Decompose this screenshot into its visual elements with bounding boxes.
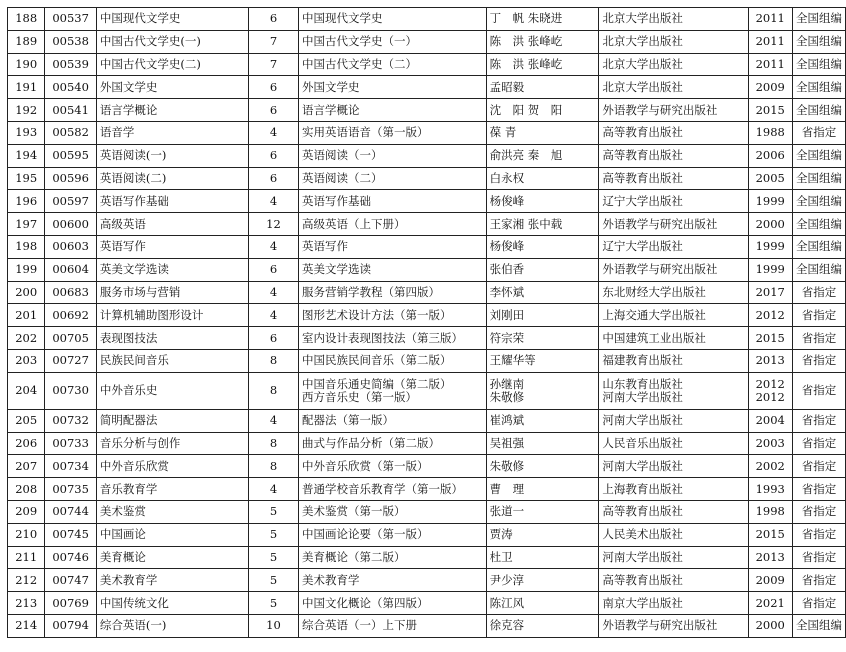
publisher-cell: 北京大学出版社 xyxy=(599,8,748,31)
publication-year-cell: 2000 xyxy=(748,614,792,637)
credits-cell: 4 xyxy=(248,190,298,213)
publisher-cell: 外语教学与研究出版社 xyxy=(599,213,748,236)
serial-number-cell: 204 xyxy=(8,372,45,409)
course-name-cell: 语言学概论 xyxy=(96,99,248,122)
remark-cell: 省指定 xyxy=(792,372,845,409)
credits-cell: 8 xyxy=(248,372,298,409)
serial-number-cell: 190 xyxy=(8,53,45,76)
serial-number-cell: 195 xyxy=(8,167,45,190)
credits-cell: 4 xyxy=(248,478,298,501)
textbook-title-cell: 中国民族民间音乐（第二版） xyxy=(299,349,487,372)
credits-cell: 4 xyxy=(248,409,298,432)
remark-cell: 省指定 xyxy=(792,281,845,304)
remark-cell: 省指定 xyxy=(792,478,845,501)
course-name-cell: 中国现代文学史 xyxy=(96,8,248,31)
publisher-cell: 外语教学与研究出版社 xyxy=(599,99,748,122)
publication-year-cell: 2005 xyxy=(748,167,792,190)
credits-cell: 6 xyxy=(248,167,298,190)
course-code-cell: 00537 xyxy=(45,8,96,31)
publication-year-cell: 1993 xyxy=(748,478,792,501)
remark-cell: 省指定 xyxy=(792,500,845,523)
serial-number-cell: 197 xyxy=(8,213,45,236)
remark-cell: 全国组编 xyxy=(792,144,845,167)
publication-year-cell: 2015 xyxy=(748,99,792,122)
credits-cell: 7 xyxy=(248,30,298,53)
author-cell: 王家湘 张中载 xyxy=(486,213,599,236)
course-code-cell: 00730 xyxy=(45,372,96,409)
table-row xyxy=(8,99,846,122)
remark-cell: 省指定 xyxy=(792,304,845,327)
publisher-cell: 福建教育出版社 xyxy=(599,349,748,372)
author-cell: 李怀斌 xyxy=(486,281,599,304)
publisher-cell: 高等教育出版社 xyxy=(599,500,748,523)
textbook-title-cell: 语言学概论 xyxy=(299,99,487,122)
credits-cell: 10 xyxy=(248,614,298,637)
author-cell: 朱敬修 xyxy=(486,455,599,478)
course-code-cell: 00747 xyxy=(45,569,96,592)
credits-cell: 5 xyxy=(248,523,298,546)
publisher-cell: 河南大学出版社 xyxy=(599,409,748,432)
credits-cell: 5 xyxy=(248,546,298,569)
serial-number-cell: 214 xyxy=(8,614,45,637)
course-code-cell: 00692 xyxy=(45,304,96,327)
course-code-cell: 00733 xyxy=(45,432,96,455)
publication-year-cell: 2009 xyxy=(748,569,792,592)
course-name-cell: 中国画论 xyxy=(96,523,248,546)
textbook-title-cell: 中国现代文学史 xyxy=(299,8,487,31)
author-cell: 杨俊峰 xyxy=(486,190,599,213)
serial-number-cell: 213 xyxy=(8,592,45,615)
publication-year-cell: 1988 xyxy=(748,121,792,144)
publisher-cell: 河南大学出版社 xyxy=(599,546,748,569)
serial-number-cell: 196 xyxy=(8,190,45,213)
publisher-cell: 北京大学出版社 xyxy=(599,53,748,76)
course-name-cell: 外国文学史 xyxy=(96,76,248,99)
publication-year-cell: 2003 xyxy=(748,432,792,455)
course-code-cell: 00744 xyxy=(45,500,96,523)
author-line: 孙继南 xyxy=(489,376,525,391)
publisher-cell: 高等教育出版社 xyxy=(599,569,748,592)
author-cell: 沈 阳 贺 阳 xyxy=(486,99,599,122)
credits-cell: 5 xyxy=(248,500,298,523)
serial-number-cell: 198 xyxy=(8,235,45,258)
publication-year-cell: 2012 xyxy=(748,304,792,327)
author-cell: 崔鸿斌 xyxy=(486,409,599,432)
table-row xyxy=(8,523,846,546)
publisher-cell: 北京大学出版社 xyxy=(599,76,748,99)
publisher-cell xyxy=(599,372,748,409)
remark-cell: 省指定 xyxy=(792,432,845,455)
textbook-title-cell: 普通学校音乐教育学（第一版） xyxy=(299,478,487,501)
author-cell: 丁 帆 朱晓进 xyxy=(486,8,599,31)
serial-number-cell: 189 xyxy=(8,30,45,53)
textbook-title-cell: 图形艺术设计方法（第一版） xyxy=(299,304,487,327)
remark-cell: 全国组编 xyxy=(792,53,845,76)
publisher-cell: 辽宁大学出版社 xyxy=(599,190,748,213)
table-row xyxy=(8,372,846,409)
textbook-title-cell: 配器法（第一版） xyxy=(299,409,487,432)
serial-number-cell: 193 xyxy=(8,121,45,144)
course-name-cell: 中外音乐欣赏 xyxy=(96,455,248,478)
credits-cell: 5 xyxy=(248,569,298,592)
course-code-cell: 00683 xyxy=(45,281,96,304)
textbook-title-cell: 中国文化概论（第四版） xyxy=(299,592,487,615)
serial-number-cell: 192 xyxy=(8,99,45,122)
course-name-cell: 表现图技法 xyxy=(96,327,248,350)
textbook-title-cell: 英语阅读（二） xyxy=(299,167,487,190)
credits-cell: 6 xyxy=(248,258,298,281)
publication-year-cell xyxy=(748,372,792,409)
textbook-title-cell: 英美文学选读 xyxy=(299,258,487,281)
textbook-title-cell: 英语写作基础 xyxy=(299,190,487,213)
table-row xyxy=(8,190,846,213)
publisher-cell: 上海交通大学出版社 xyxy=(599,304,748,327)
table-row xyxy=(8,144,846,167)
credits-cell: 5 xyxy=(248,592,298,615)
author-cell: 吴祖强 xyxy=(486,432,599,455)
course-name-cell: 美术鉴赏 xyxy=(96,500,248,523)
serial-number-cell: 203 xyxy=(8,349,45,372)
serial-number-cell: 202 xyxy=(8,327,45,350)
author-cell: 曹 理 xyxy=(486,478,599,501)
serial-number-cell: 208 xyxy=(8,478,45,501)
table-row xyxy=(8,281,846,304)
serial-number-cell: 212 xyxy=(8,569,45,592)
publication-year-line: 2012 xyxy=(755,389,785,404)
publication-year-cell: 2002 xyxy=(748,455,792,478)
author-cell: 刘刚田 xyxy=(486,304,599,327)
course-name-cell: 中国传统文化 xyxy=(96,592,248,615)
publication-year-cell: 2011 xyxy=(748,30,792,53)
table-row xyxy=(8,409,846,432)
textbook-title-cell: 中国古代文学史（一） xyxy=(299,30,487,53)
publication-year-cell: 2017 xyxy=(748,281,792,304)
remark-cell: 省指定 xyxy=(792,349,845,372)
publisher-cell: 高等教育出版社 xyxy=(599,167,748,190)
table-row xyxy=(8,30,846,53)
credits-cell: 4 xyxy=(248,121,298,144)
table-row xyxy=(8,121,846,144)
course-name-cell: 综合英语(一) xyxy=(96,614,248,637)
course-name-cell: 中国古代文学史(一) xyxy=(96,30,248,53)
textbook-title-cell: 综合英语（一）上下册 xyxy=(299,614,487,637)
author-line: 朱敬修 xyxy=(489,389,525,404)
publisher-line: 山东教育出版社 xyxy=(602,376,683,391)
credits-cell: 6 xyxy=(248,8,298,31)
publisher-cell: 南京大学出版社 xyxy=(599,592,748,615)
course-code-cell: 00734 xyxy=(45,455,96,478)
textbook-title-cell: 中国画论论要（第一版） xyxy=(299,523,487,546)
credits-cell: 12 xyxy=(248,213,298,236)
serial-number-cell: 207 xyxy=(8,455,45,478)
table-row xyxy=(8,53,846,76)
author-cell xyxy=(486,372,599,409)
textbook-title-line: 中国音乐通史简编（第二版） xyxy=(302,376,452,391)
course-code-cell: 00595 xyxy=(45,144,96,167)
serial-number-cell: 191 xyxy=(8,76,45,99)
publication-year-cell: 2015 xyxy=(748,523,792,546)
remark-cell: 全国组编 xyxy=(792,76,845,99)
course-code-cell: 00735 xyxy=(45,478,96,501)
serial-number-cell: 206 xyxy=(8,432,45,455)
remark-cell: 全国组编 xyxy=(792,190,845,213)
course-code-cell: 00727 xyxy=(45,349,96,372)
table-row xyxy=(8,235,846,258)
course-name-cell: 计算机辅助图形设计 xyxy=(96,304,248,327)
course-name-cell: 英语写作基础 xyxy=(96,190,248,213)
publisher-cell: 外语教学与研究出版社 xyxy=(599,258,748,281)
textbook-title-cell: 中外音乐欣赏（第一版） xyxy=(299,455,487,478)
publication-year-cell: 2009 xyxy=(748,76,792,99)
author-cell: 杨俊峰 xyxy=(486,235,599,258)
course-name-cell: 高级英语 xyxy=(96,213,248,236)
textbook-title-cell: 美术鉴赏（第一版） xyxy=(299,500,487,523)
table-row xyxy=(8,327,846,350)
course-name-cell: 英语阅读(一) xyxy=(96,144,248,167)
remark-cell: 全国组编 xyxy=(792,213,845,236)
table-row xyxy=(8,500,846,523)
publication-year-cell: 2004 xyxy=(748,409,792,432)
publication-year-cell: 1999 xyxy=(748,258,792,281)
credits-cell: 4 xyxy=(248,235,298,258)
publication-year-cell: 2011 xyxy=(748,8,792,31)
course-name-cell: 音乐分析与创作 xyxy=(96,432,248,455)
remark-cell: 全国组编 xyxy=(792,235,845,258)
textbook-title-cell: 服务营销学教程（第四版） xyxy=(299,281,487,304)
credits-cell: 6 xyxy=(248,144,298,167)
course-name-cell: 中外音乐史 xyxy=(96,372,248,409)
table-row xyxy=(8,546,846,569)
course-name-cell: 语音学 xyxy=(96,121,248,144)
publisher-cell: 人民音乐出版社 xyxy=(599,432,748,455)
table-row xyxy=(8,592,846,615)
publisher-cell: 中国建筑工业出版社 xyxy=(599,327,748,350)
publication-year-cell: 2021 xyxy=(748,592,792,615)
textbook-title-cell: 外国文学史 xyxy=(299,76,487,99)
publication-year-cell: 2013 xyxy=(748,349,792,372)
author-cell: 张道一 xyxy=(486,500,599,523)
table-row xyxy=(8,213,846,236)
publication-year-cell: 1999 xyxy=(748,235,792,258)
publisher-cell: 上海教育出版社 xyxy=(599,478,748,501)
table-body xyxy=(8,8,846,638)
textbook-title-cell: 高级英语（上下册） xyxy=(299,213,487,236)
course-code-cell: 00732 xyxy=(45,409,96,432)
course-name-cell: 音乐教育学 xyxy=(96,478,248,501)
remark-cell: 省指定 xyxy=(792,546,845,569)
author-cell: 孟昭毅 xyxy=(486,76,599,99)
table-row xyxy=(8,432,846,455)
remark-cell: 全国组编 xyxy=(792,99,845,122)
table-row xyxy=(8,569,846,592)
remark-cell: 省指定 xyxy=(792,409,845,432)
publisher-line: 河南大学出版社 xyxy=(602,389,683,404)
author-cell: 贾涛 xyxy=(486,523,599,546)
publication-year-cell: 2011 xyxy=(748,53,792,76)
author-cell: 白永权 xyxy=(486,167,599,190)
credits-cell: 6 xyxy=(248,327,298,350)
credits-cell: 6 xyxy=(248,76,298,99)
author-cell: 杜卫 xyxy=(486,546,599,569)
serial-number-cell: 200 xyxy=(8,281,45,304)
course-name-cell: 中国古代文学史(二) xyxy=(96,53,248,76)
textbook-title-line: 西方音乐史（第一版） xyxy=(302,389,418,404)
publisher-cell: 人民美术出版社 xyxy=(599,523,748,546)
table-row xyxy=(8,8,846,31)
course-code-cell: 00582 xyxy=(45,121,96,144)
remark-cell: 全国组编 xyxy=(792,8,845,31)
author-cell: 陈 洪 张峰屹 xyxy=(486,53,599,76)
course-name-cell: 民族民间音乐 xyxy=(96,349,248,372)
course-code-cell: 00604 xyxy=(45,258,96,281)
remark-cell: 省指定 xyxy=(792,569,845,592)
author-cell: 徐克容 xyxy=(486,614,599,637)
remark-cell: 全国组编 xyxy=(792,30,845,53)
author-cell: 陈江风 xyxy=(486,592,599,615)
textbook-title-cell: 英语阅读（一） xyxy=(299,144,487,167)
credits-cell: 4 xyxy=(248,304,298,327)
publisher-cell: 北京大学出版社 xyxy=(599,30,748,53)
author-cell: 张伯香 xyxy=(486,258,599,281)
table-row xyxy=(8,258,846,281)
remark-cell: 省指定 xyxy=(792,592,845,615)
course-name-cell: 英美文学选读 xyxy=(96,258,248,281)
course-code-cell: 00794 xyxy=(45,614,96,637)
remark-cell: 全国组编 xyxy=(792,258,845,281)
course-code-cell: 00597 xyxy=(45,190,96,213)
serial-number-cell: 199 xyxy=(8,258,45,281)
serial-number-cell: 205 xyxy=(8,409,45,432)
author-cell: 葆 青 xyxy=(486,121,599,144)
publication-year-cell: 2006 xyxy=(748,144,792,167)
serial-number-cell: 210 xyxy=(8,523,45,546)
course-code-cell: 00600 xyxy=(45,213,96,236)
course-code-cell: 00538 xyxy=(45,30,96,53)
serial-number-cell: 211 xyxy=(8,546,45,569)
publication-year-cell: 2015 xyxy=(748,327,792,350)
course-textbook-table xyxy=(7,7,846,638)
course-code-cell: 00539 xyxy=(45,53,96,76)
publication-year-cell: 1998 xyxy=(748,500,792,523)
credits-cell: 8 xyxy=(248,349,298,372)
remark-cell: 省指定 xyxy=(792,121,845,144)
textbook-title-cell: 室内设计表现图技法（第三版） xyxy=(299,327,487,350)
publisher-cell: 辽宁大学出版社 xyxy=(599,235,748,258)
author-cell: 王耀华等 xyxy=(486,349,599,372)
course-name-cell: 美育概论 xyxy=(96,546,248,569)
serial-number-cell: 188 xyxy=(8,8,45,31)
course-name-cell: 英语写作 xyxy=(96,235,248,258)
remark-cell: 全国组编 xyxy=(792,167,845,190)
publisher-cell: 高等教育出版社 xyxy=(599,121,748,144)
publication-year-cell: 1999 xyxy=(748,190,792,213)
textbook-title-cell: 曲式与作品分析（第二版） xyxy=(299,432,487,455)
course-code-cell: 00705 xyxy=(45,327,96,350)
textbook-title-cell: 英语写作 xyxy=(299,235,487,258)
credits-cell: 8 xyxy=(248,455,298,478)
credits-cell: 8 xyxy=(248,432,298,455)
textbook-title-cell: 中国古代文学史（二） xyxy=(299,53,487,76)
publisher-cell: 外语教学与研究出版社 xyxy=(599,614,748,637)
textbook-title-cell: 实用英语语音（第一版） xyxy=(299,121,487,144)
course-name-cell: 美术教育学 xyxy=(96,569,248,592)
table-row xyxy=(8,76,846,99)
remark-cell: 全国组编 xyxy=(792,614,845,637)
remark-cell: 省指定 xyxy=(792,455,845,478)
author-cell: 尹少淳 xyxy=(486,569,599,592)
course-code-cell: 00541 xyxy=(45,99,96,122)
remark-cell: 省指定 xyxy=(792,523,845,546)
course-name-cell: 英语阅读(二) xyxy=(96,167,248,190)
table-row xyxy=(8,614,846,637)
publisher-cell: 东北财经大学出版社 xyxy=(599,281,748,304)
publication-year-cell: 2013 xyxy=(748,546,792,569)
author-cell: 符宗荣 xyxy=(486,327,599,350)
textbook-title-cell xyxy=(299,372,487,409)
publication-year-line: 2012 xyxy=(755,376,785,391)
textbook-title-cell: 美育概论（第二版） xyxy=(299,546,487,569)
course-code-cell: 00596 xyxy=(45,167,96,190)
course-code-cell: 00745 xyxy=(45,523,96,546)
course-name-cell: 简明配器法 xyxy=(96,409,248,432)
publisher-cell: 河南大学出版社 xyxy=(599,455,748,478)
publisher-cell: 高等教育出版社 xyxy=(599,144,748,167)
remark-cell: 省指定 xyxy=(792,327,845,350)
author-cell: 陈 洪 张峰屹 xyxy=(486,30,599,53)
course-code-cell: 00603 xyxy=(45,235,96,258)
serial-number-cell: 201 xyxy=(8,304,45,327)
textbook-title-cell: 美术教育学 xyxy=(299,569,487,592)
table-row xyxy=(8,167,846,190)
course-code-cell: 00746 xyxy=(45,546,96,569)
table-row xyxy=(8,349,846,372)
table-row xyxy=(8,304,846,327)
author-cell: 俞洪亮 秦 旭 xyxy=(486,144,599,167)
course-code-cell: 00540 xyxy=(45,76,96,99)
table-row xyxy=(8,455,846,478)
publication-year-cell: 2000 xyxy=(748,213,792,236)
table-row xyxy=(8,478,846,501)
course-code-cell: 00769 xyxy=(45,592,96,615)
credits-cell: 6 xyxy=(248,99,298,122)
serial-number-cell: 209 xyxy=(8,500,45,523)
credits-cell: 7 xyxy=(248,53,298,76)
course-name-cell: 服务市场与营销 xyxy=(96,281,248,304)
serial-number-cell: 194 xyxy=(8,144,45,167)
credits-cell: 4 xyxy=(248,281,298,304)
